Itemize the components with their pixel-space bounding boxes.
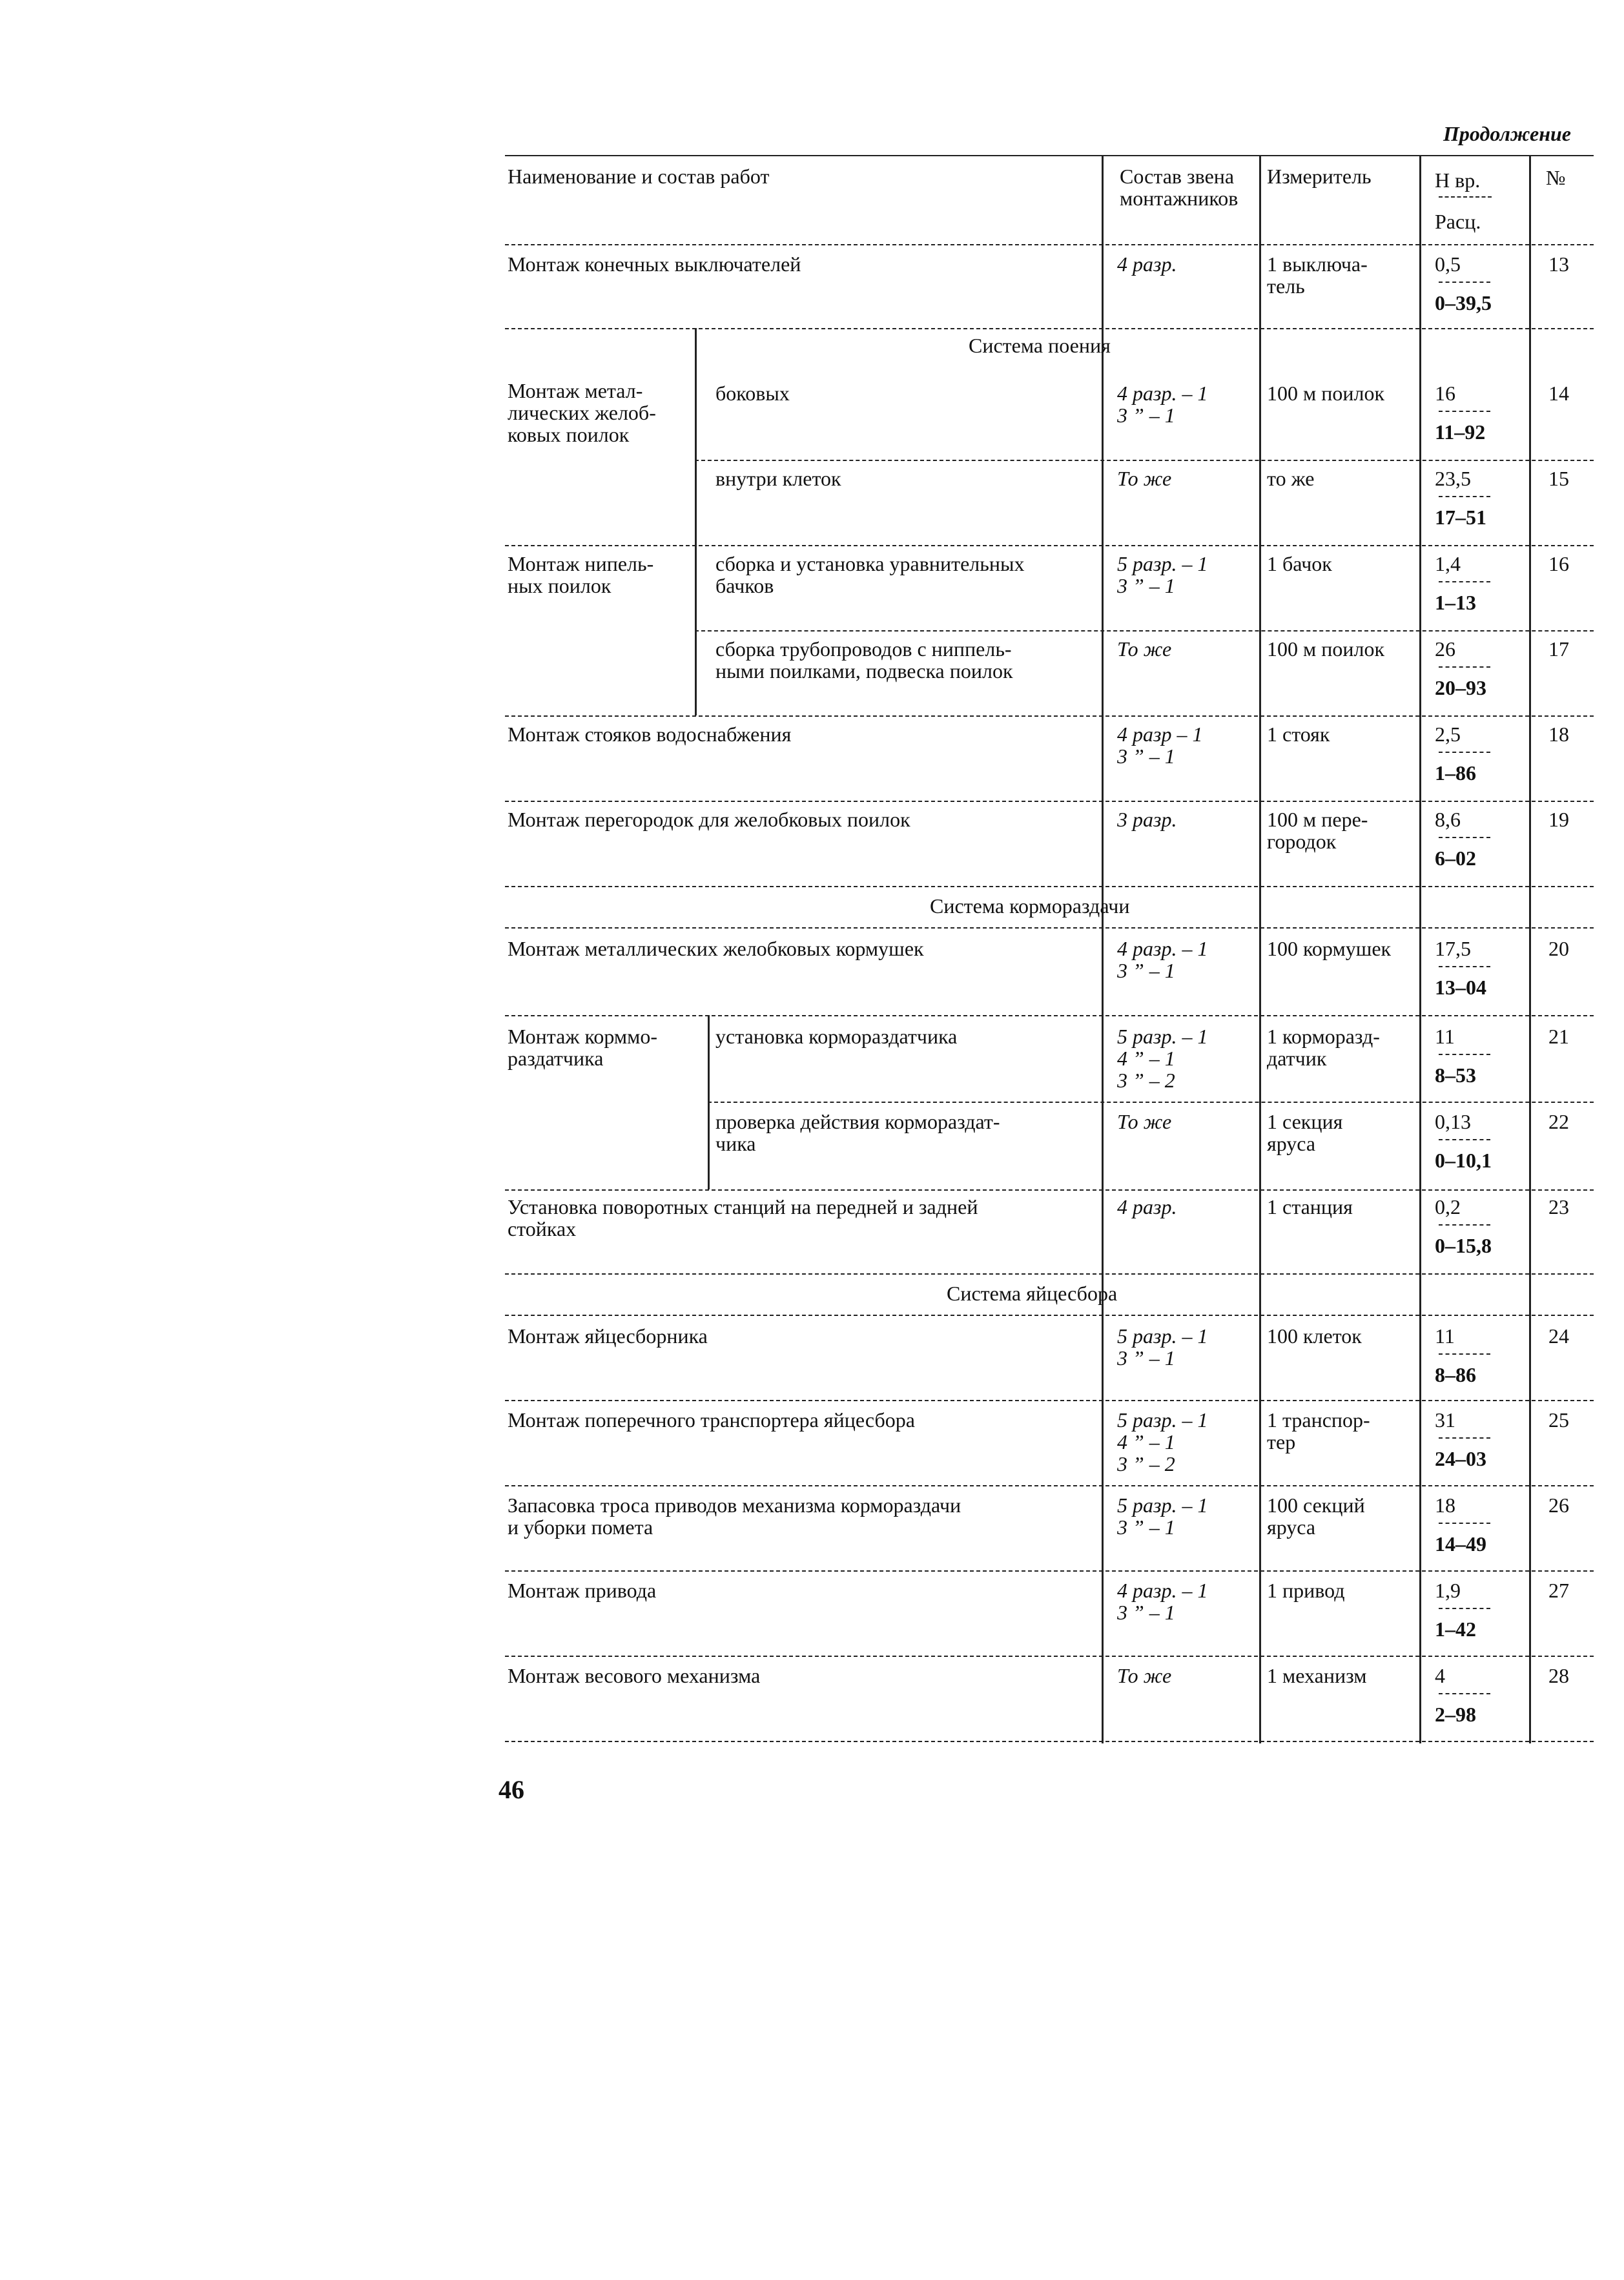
row-number: 21 xyxy=(1548,1025,1569,1048)
row-sep xyxy=(505,1015,1594,1016)
header-num: № xyxy=(1546,166,1566,189)
row-rate: 8–53 xyxy=(1435,1063,1476,1087)
row-unit: 1 бачок xyxy=(1267,552,1332,575)
row-norm-time: 11 xyxy=(1435,1025,1455,1048)
row-unit: 1 механизм xyxy=(1267,1664,1367,1687)
row-fraction-line xyxy=(1439,1224,1490,1226)
group-divider-watering xyxy=(695,328,697,715)
row-name: внутри клеток xyxy=(715,467,841,490)
row-name: установка кормораздатчика xyxy=(715,1025,958,1048)
row-norm-time: 1,9 xyxy=(1435,1579,1461,1602)
row-fraction-line xyxy=(1439,966,1490,967)
row-name: Монтаж весового механизма xyxy=(508,1664,761,1687)
row-unit: 100 м пере- городок xyxy=(1267,808,1368,853)
row-unit: 100 секций яруса xyxy=(1267,1494,1365,1539)
row-norm-time: 26 xyxy=(1435,637,1455,661)
section-eggs: Система яйцесбора xyxy=(947,1282,1118,1305)
row-crew: То же xyxy=(1117,1664,1172,1687)
row-sep xyxy=(505,927,1594,929)
header-crew: Состав звена монтажников xyxy=(1120,165,1239,210)
row-name: Запасовка троса приводов механизма кормораздачи и уборки помета xyxy=(508,1494,961,1539)
row-crew: То же xyxy=(1117,637,1172,661)
header-name: Наименование и состав работ xyxy=(508,165,770,188)
row-crew: 4 разр. – 1 3 ” – 1 xyxy=(1117,382,1208,427)
row-name: Монтаж металлических желобковых кормушек xyxy=(508,937,924,960)
row-unit: 1 стояк xyxy=(1267,723,1330,746)
row-fraction-line xyxy=(1439,1523,1490,1524)
row-number: 24 xyxy=(1548,1324,1569,1348)
row-fraction-line xyxy=(1439,581,1490,582)
row-crew: 4 разр. xyxy=(1117,252,1177,276)
row-norm-time: 4 xyxy=(1435,1664,1445,1687)
row-norm-time: 8,6 xyxy=(1435,808,1461,831)
row-fraction-line xyxy=(1439,1054,1490,1055)
row-unit: то же xyxy=(1267,467,1315,490)
row-sep xyxy=(505,1400,1594,1401)
row-crew: 3 разр. xyxy=(1117,808,1177,831)
row-name: Монтаж стояков водоснабжения xyxy=(508,723,792,746)
row-crew: 4 разр – 1 3 ” – 1 xyxy=(1117,723,1203,768)
section-watering: Система поения xyxy=(969,334,1111,357)
row-unit: 1 секция яруса xyxy=(1267,1110,1343,1155)
row-name: Установка поворотных станций на передней и задней стойках xyxy=(508,1195,978,1240)
row-number: 25 xyxy=(1548,1408,1569,1432)
header-unit: Измеритель xyxy=(1267,165,1372,188)
row-name: сборка и установка уравнительных бачков xyxy=(715,552,1025,597)
row-crew: 4 разр. – 1 3 ” – 1 xyxy=(1117,1579,1208,1624)
row-norm-time: 0,2 xyxy=(1435,1195,1461,1218)
row-norm-time: 23,5 xyxy=(1435,467,1471,490)
header-norm-top: Н вр. xyxy=(1435,169,1481,192)
row-norm-time: 0,13 xyxy=(1435,1110,1471,1133)
row-rate: 1–42 xyxy=(1435,1618,1476,1641)
row-crew: 5 разр. – 1 3 ” – 1 xyxy=(1117,1494,1208,1539)
row-fraction-line xyxy=(1439,1693,1490,1694)
row-unit: 100 клеток xyxy=(1267,1324,1362,1348)
row-rate: 17–51 xyxy=(1435,506,1486,529)
row-norm-time: 31 xyxy=(1435,1408,1455,1432)
row-norm-time: 0,5 xyxy=(1435,252,1461,276)
row-rate: 13–04 xyxy=(1435,976,1486,999)
row-rate: 11–92 xyxy=(1435,420,1486,444)
row-name: Монтаж перегородок для желобковых поилок xyxy=(508,808,910,831)
row-unit: 1 корморазд- датчик xyxy=(1267,1025,1380,1070)
row-crew: То же xyxy=(1117,467,1172,490)
group-metal-troughs: Монтаж метал- лических желоб- ковых поилок xyxy=(508,379,656,446)
row-unit: 1 транспор- тер xyxy=(1267,1408,1370,1453)
row-crew: 5 разр. – 1 3 ” – 1 xyxy=(1117,1324,1208,1370)
row-crew: То же xyxy=(1117,1110,1172,1133)
row-rate: 24–03 xyxy=(1435,1447,1486,1470)
row-crew: 5 разр. – 1 4 ” – 1 3 ” – 2 xyxy=(1117,1025,1208,1092)
row-fraction-line xyxy=(1439,411,1490,412)
group-feeder: Монтаж корммо- раздатчика xyxy=(508,1025,658,1070)
col-divider-num xyxy=(1529,155,1531,1743)
row-number: 27 xyxy=(1548,1579,1569,1602)
row-name: боковых xyxy=(715,382,790,405)
row-name: сборка трубопроводов с ниппель- ными поилками, подвеска поилок xyxy=(715,637,1013,683)
row-norm-time: 16 xyxy=(1435,382,1455,405)
row-fraction-line xyxy=(1439,496,1490,497)
row-crew: 4 разр. xyxy=(1117,1195,1177,1218)
row-name: Монтаж поперечного транспортера яйцесбора xyxy=(508,1408,915,1432)
col-divider-norm xyxy=(1419,155,1421,1743)
row-fraction-line xyxy=(1439,1139,1490,1140)
row-crew: 5 разр. – 1 4 ” – 1 3 ” – 2 xyxy=(1117,1408,1208,1475)
row-number: 20 xyxy=(1548,937,1569,960)
row-number: 28 xyxy=(1548,1664,1569,1687)
table-top-border xyxy=(505,155,1594,156)
row-rate: 0–10,1 xyxy=(1435,1149,1492,1172)
row-fraction-line xyxy=(1439,1608,1490,1609)
row-sep xyxy=(505,715,1594,717)
row-fraction-line xyxy=(1439,1353,1490,1355)
page-number: 46 xyxy=(499,1775,524,1804)
row-number: 22 xyxy=(1548,1110,1569,1133)
row-sep xyxy=(505,1273,1594,1275)
row-number: 16 xyxy=(1548,552,1569,575)
row-number: 17 xyxy=(1548,637,1569,661)
header-bottom-rule xyxy=(505,244,1594,245)
header-frac-line xyxy=(1439,196,1492,198)
row-sep xyxy=(505,328,1594,329)
row-norm-time: 2,5 xyxy=(1435,723,1461,746)
col-divider-unit xyxy=(1259,155,1261,1743)
row-sep xyxy=(505,545,1594,546)
row-unit: 1 выключа- тель xyxy=(1267,252,1368,298)
row-rate: 6–02 xyxy=(1435,847,1476,870)
row-sep xyxy=(505,801,1594,802)
row-sep xyxy=(505,1315,1594,1316)
row-sep xyxy=(708,1102,1594,1103)
row-norm-time: 17,5 xyxy=(1435,937,1471,960)
row-sep xyxy=(505,886,1594,887)
row-sep xyxy=(505,1570,1594,1572)
table-bottom-border xyxy=(505,1741,1594,1742)
row-name: Монтаж привода xyxy=(508,1579,657,1602)
row-unit: 1 привод xyxy=(1267,1579,1345,1602)
row-rate: 0–15,8 xyxy=(1435,1234,1492,1257)
row-number: 23 xyxy=(1548,1195,1569,1218)
row-fraction-line xyxy=(1439,666,1490,668)
row-rate: 0–39,5 xyxy=(1435,291,1492,314)
row-sep xyxy=(695,630,1594,632)
row-number: 26 xyxy=(1548,1494,1569,1517)
row-fraction-line xyxy=(1439,282,1490,283)
row-fraction-line xyxy=(1439,1437,1490,1439)
row-unit: 100 м поилок xyxy=(1267,382,1385,405)
continuation-label: Продолжение xyxy=(1443,122,1571,145)
row-number: 15 xyxy=(1548,467,1569,490)
row-name: Монтаж яйцесборника xyxy=(508,1324,708,1348)
row-unit: 100 м поилок xyxy=(1267,637,1385,661)
row-norm-time: 1,4 xyxy=(1435,552,1461,575)
group-nipple-drinkers: Монтаж нипель- ных поилок xyxy=(508,552,654,597)
row-crew: 5 разр. – 1 3 ” – 1 xyxy=(1117,552,1208,597)
row-number: 14 xyxy=(1548,382,1569,405)
row-rate: 8–86 xyxy=(1435,1363,1476,1386)
row-rate: 14–49 xyxy=(1435,1532,1486,1556)
row-sep xyxy=(505,1189,1594,1191)
row-unit: 100 кормушек xyxy=(1267,937,1392,960)
header-norm-bottom: Расц. xyxy=(1435,210,1481,233)
row-norm-time: 18 xyxy=(1435,1494,1455,1517)
row-number: 13 xyxy=(1548,252,1569,276)
col-divider-crew xyxy=(1102,155,1104,1743)
row-sep xyxy=(695,460,1594,461)
section-feeding: Система кормораздачи xyxy=(930,894,1130,918)
row-number: 19 xyxy=(1548,808,1569,831)
row-rate: 1–13 xyxy=(1435,591,1476,614)
row-rate: 20–93 xyxy=(1435,676,1486,699)
row-rate: 2–98 xyxy=(1435,1703,1476,1726)
row-fraction-line xyxy=(1439,752,1490,753)
row-number: 18 xyxy=(1548,723,1569,746)
row-rate: 1–86 xyxy=(1435,761,1476,785)
row-unit: 1 станция xyxy=(1267,1195,1353,1218)
row-sep xyxy=(505,1656,1594,1657)
row-name: Монтаж конечных выключателей xyxy=(508,252,801,276)
row-fraction-line xyxy=(1439,837,1490,838)
row-crew: 4 разр. – 1 3 ” – 1 xyxy=(1117,937,1208,982)
row-sep xyxy=(505,1485,1594,1486)
row-norm-time: 11 xyxy=(1435,1324,1455,1348)
row-name: проверка действия кормораздат- чика xyxy=(715,1110,1000,1155)
